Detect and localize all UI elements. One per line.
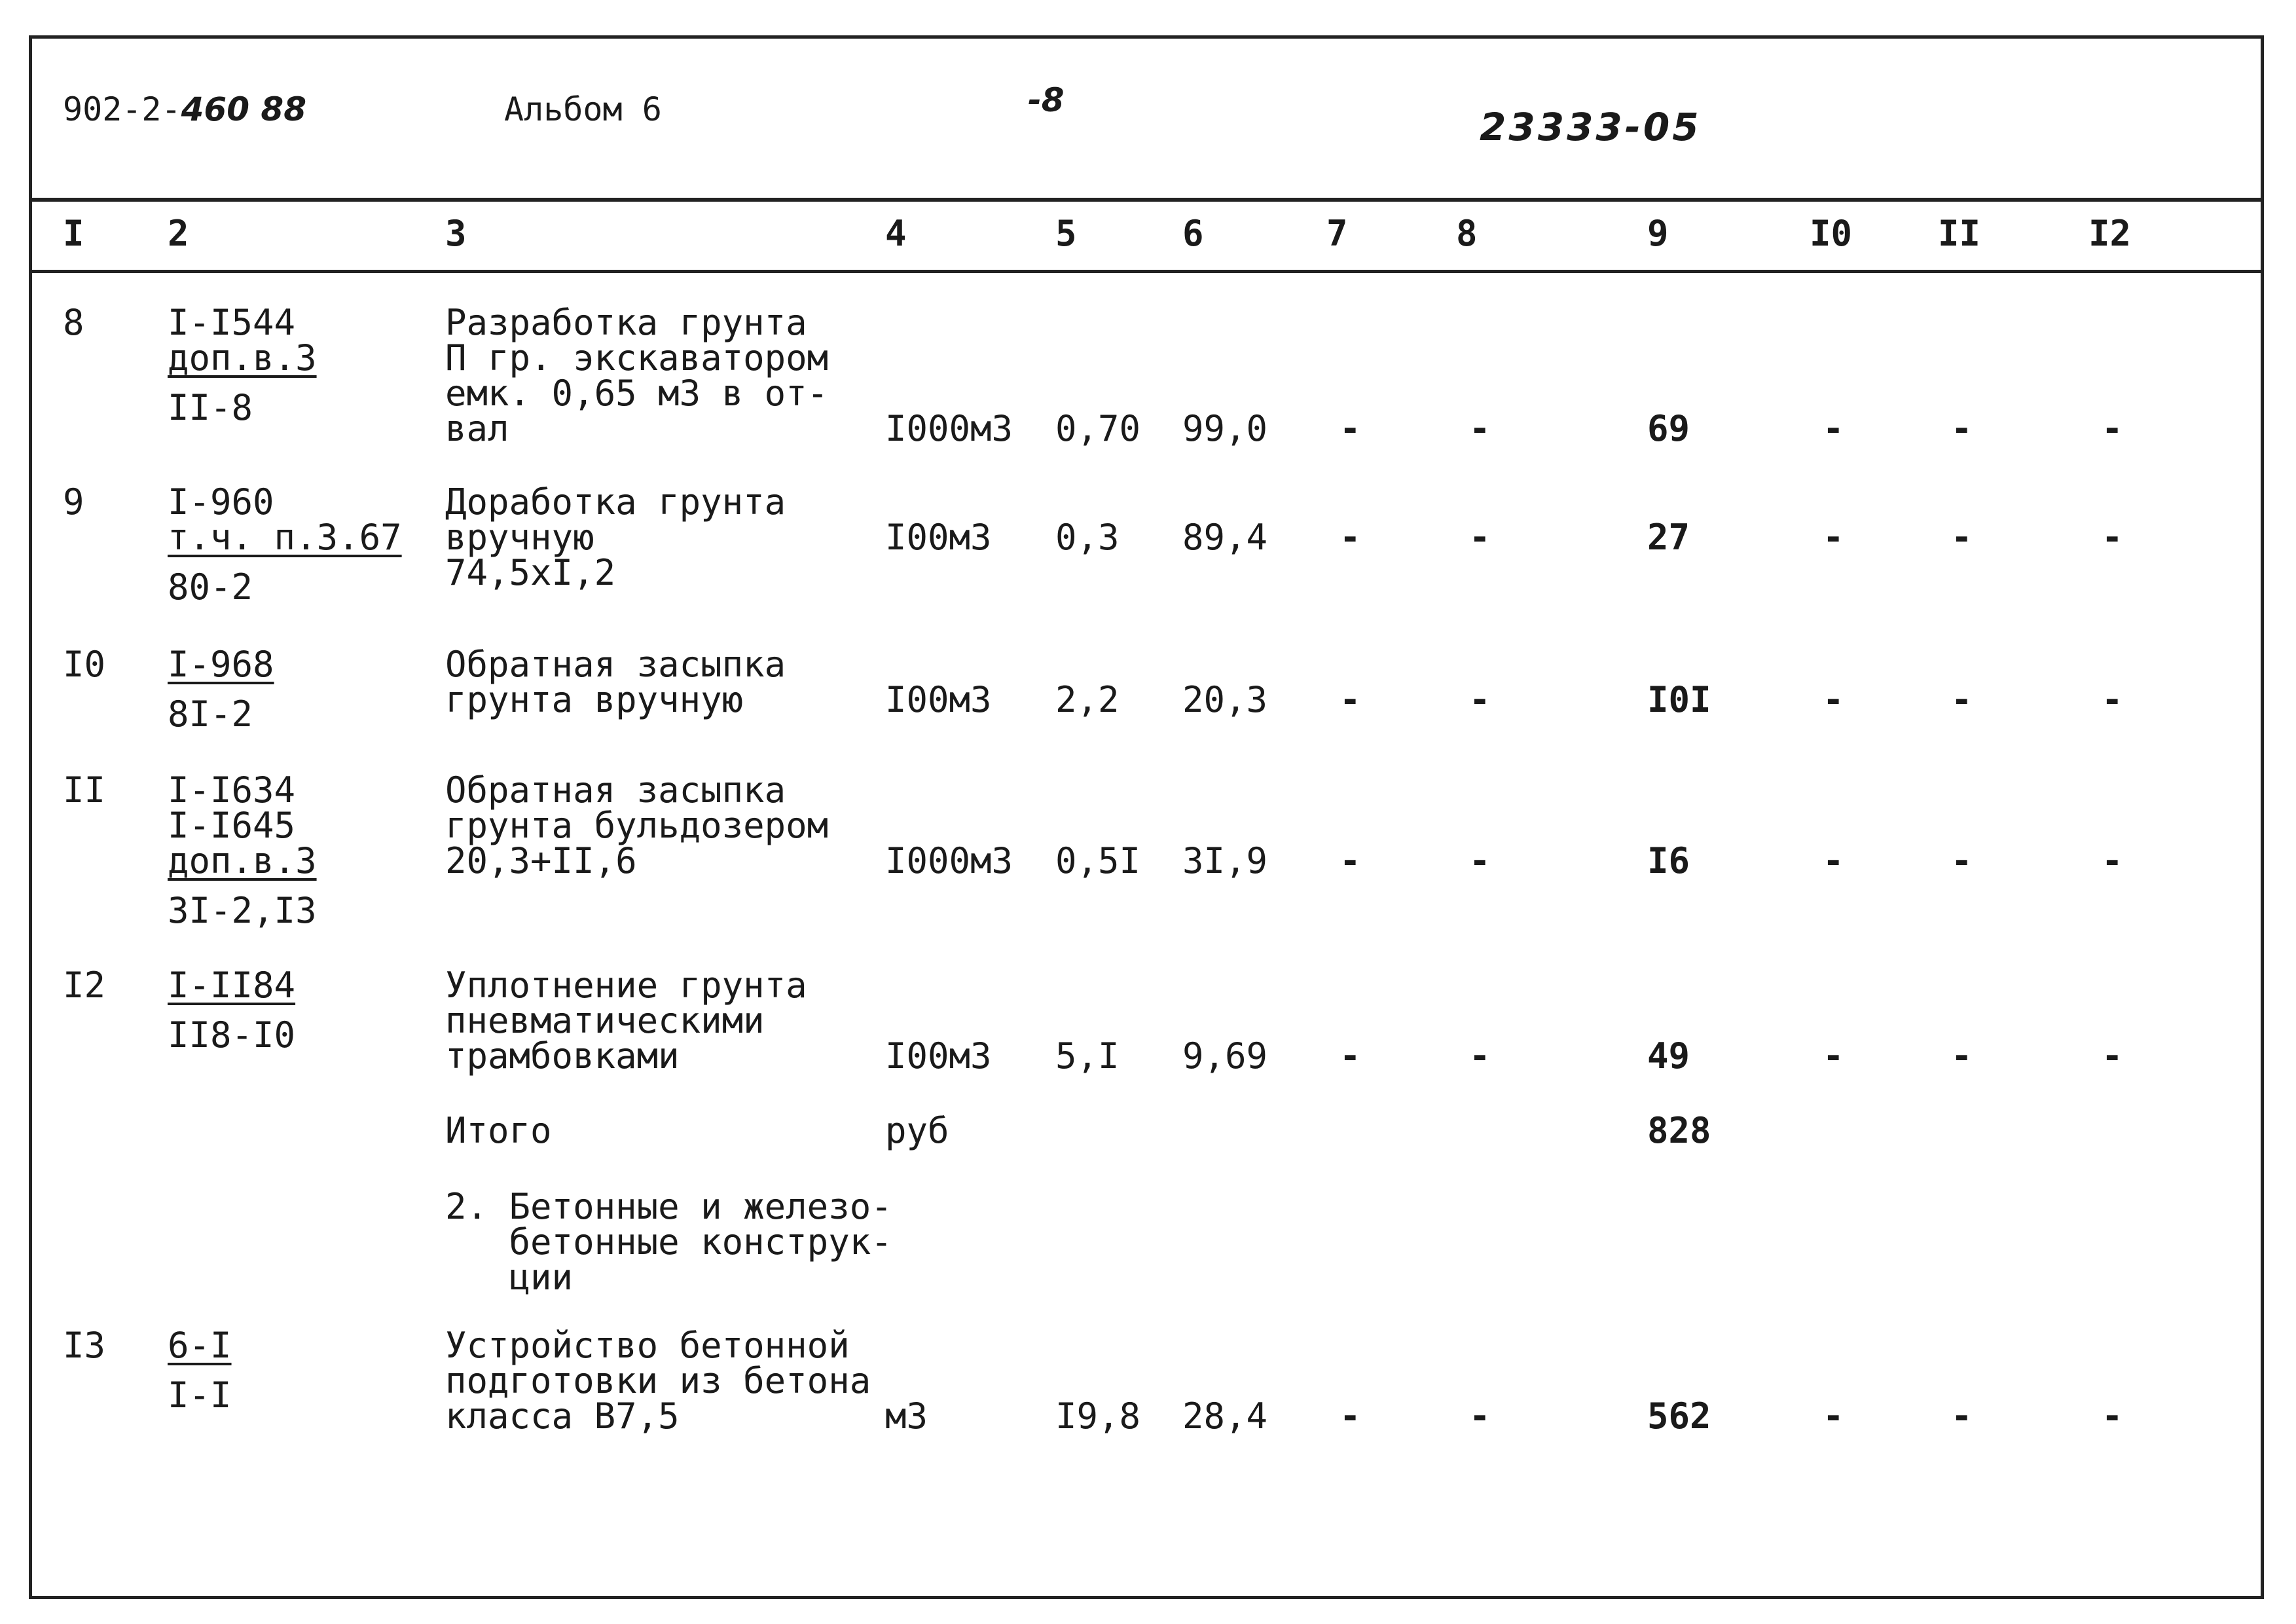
col12-cell: - [2102, 1395, 2123, 1437]
norm-reference: 3I-2,I3 [168, 890, 317, 931]
total-cost-cell: 49 [1647, 1035, 1690, 1077]
unit-price-cell: 20,3 [1182, 679, 1268, 720]
work-description: класса В7,5 [445, 1395, 680, 1437]
document-number: 23333-05 [1480, 105, 1702, 149]
unit-cell: I000м3 [885, 408, 1013, 449]
work-description: Обратная засыпка [445, 644, 786, 685]
unit-cell: I00м3 [885, 517, 992, 558]
col10-cell: - [1823, 1395, 1844, 1437]
column-header-8: 8 [1456, 213, 1478, 254]
unit-cell: I00м3 [885, 679, 992, 720]
header-bottom-rule [29, 270, 2264, 273]
work-description: вал [445, 408, 509, 449]
album-label: Альбом 6 [504, 90, 662, 128]
work-description: подготовки из бетона [445, 1360, 871, 1401]
norm-reference: I-I [168, 1375, 232, 1416]
col8-cell: - [1469, 840, 1491, 881]
norm-reference: I-I544 [168, 302, 296, 343]
doc-code-print: 902-2- [63, 90, 181, 128]
item-number: II [63, 769, 106, 811]
col8-cell: - [1469, 517, 1491, 558]
norm-reference: I-I645 [168, 805, 296, 846]
quantity-cell: I9,8 [1055, 1395, 1141, 1437]
total-cost-cell: 562 [1647, 1395, 1711, 1437]
col7-cell: - [1339, 408, 1361, 449]
work-description: бетонные конструк- [445, 1221, 892, 1263]
work-description: 74,5хI,2 [445, 552, 616, 593]
col12-cell: - [2102, 517, 2123, 558]
col8-cell: - [1469, 1395, 1491, 1437]
work-description: Устройство бетонной [445, 1325, 850, 1366]
work-description: ции [445, 1257, 574, 1298]
quantity-cell: 0,70 [1055, 408, 1141, 449]
col10-cell: - [1823, 679, 1844, 720]
col11-cell: - [1951, 1035, 1973, 1077]
work-description: грунта бульдозером [445, 805, 829, 846]
col11-cell: - [1951, 840, 1973, 881]
col7-cell: - [1339, 840, 1361, 881]
norm-reference: 80-2 [168, 566, 253, 608]
norm-reference: I-I634 [168, 769, 296, 811]
norm-reference: I-960 [168, 481, 274, 523]
column-header-7: 7 [1326, 213, 1348, 254]
norm-reference: т.ч. п.3.67 [168, 517, 402, 558]
column-header-4: 4 [885, 213, 907, 254]
norm-reference: I-II84 [168, 965, 296, 1006]
unit-price-cell: 28,4 [1182, 1395, 1268, 1437]
norm-reference: II-8 [168, 387, 253, 428]
column-header-10: I0 [1810, 213, 1853, 254]
work-description: пневматическими [445, 1000, 765, 1041]
column-header-6: 6 [1182, 213, 1204, 254]
unit-cell: м3 [885, 1395, 928, 1437]
col11-cell: - [1951, 517, 1973, 558]
norm-reference: 8I-2 [168, 693, 253, 735]
col12-cell: - [2102, 408, 2123, 449]
unit-price-cell: 3I,9 [1182, 840, 1268, 881]
unit-cell: I00м3 [885, 1035, 992, 1077]
item-number: I0 [63, 644, 106, 685]
column-header-1: I [63, 213, 84, 254]
col10-cell: - [1823, 408, 1844, 449]
col12-cell: - [2102, 840, 2123, 881]
quantity-cell: 2,2 [1055, 679, 1120, 720]
col8-cell: - [1469, 1035, 1491, 1077]
col7-cell: - [1339, 679, 1361, 720]
col8-cell: - [1469, 679, 1491, 720]
doc-code [63, 90, 306, 128]
total-cost-cell: 27 [1647, 517, 1690, 558]
quantity-cell: 0,3 [1055, 517, 1120, 558]
total-cost-cell: I0I [1647, 679, 1711, 720]
unit-price-cell: 89,4 [1182, 517, 1268, 558]
col7-cell: - [1339, 517, 1361, 558]
item-number: I2 [63, 965, 106, 1006]
norm-reference: I-968 [168, 644, 274, 685]
total-cost-cell: I6 [1647, 840, 1690, 881]
col10-cell: - [1823, 517, 1844, 558]
norm-reference: доп.в.3 [168, 337, 317, 378]
item-number: I3 [63, 1325, 106, 1366]
col11-cell: - [1951, 408, 1973, 449]
work-description: трамбовками [445, 1035, 680, 1077]
work-description: Доработка грунта [445, 481, 786, 523]
column-header-12: I2 [2088, 213, 2132, 254]
work-description: емк. 0,65 м3 в от- [445, 373, 829, 414]
work-description: грунта вручную [445, 679, 744, 720]
col11-cell: - [1951, 1395, 1973, 1437]
column-header-2: 2 [168, 213, 189, 254]
doc-code-handwritten: 460 88 [181, 90, 306, 128]
item-number: 8 [63, 302, 84, 343]
column-header-11: II [1938, 213, 1981, 254]
column-header-5: 5 [1055, 213, 1077, 254]
norm-reference: 6-I [168, 1325, 232, 1366]
column-header-3: 3 [445, 213, 467, 254]
col12-cell: - [2102, 1035, 2123, 1077]
col7-cell: - [1339, 1035, 1361, 1077]
quantity-cell: 5,I [1055, 1035, 1120, 1077]
item-number: 9 [63, 481, 84, 523]
col12-cell: - [2102, 679, 2123, 720]
work-description: вручную [445, 517, 594, 558]
header-top-rule [29, 198, 2264, 202]
work-description: Итого [445, 1110, 552, 1151]
norm-reference: доп.в.3 [168, 840, 317, 881]
col7-cell: - [1339, 1395, 1361, 1437]
work-description: Обратная засыпка [445, 769, 786, 811]
unit-cell: руб [885, 1110, 949, 1151]
page-number: -8 [1028, 81, 1065, 119]
work-description: Уплотнение грунта [445, 965, 807, 1006]
column-header-9: 9 [1647, 213, 1669, 254]
col10-cell: - [1823, 1035, 1844, 1077]
norm-reference: II8-I0 [168, 1014, 296, 1056]
col11-cell: - [1951, 679, 1973, 720]
total-cost-cell: 828 [1647, 1110, 1711, 1151]
work-description: П гр. экскаватором [445, 337, 829, 378]
unit-price-cell: 99,0 [1182, 408, 1268, 449]
unit-cell: I000м3 [885, 840, 1013, 881]
work-description: Разработка грунта [445, 302, 807, 343]
col10-cell: - [1823, 840, 1844, 881]
work-description: 2. Бетонные и железо- [445, 1186, 892, 1227]
total-cost-cell: 69 [1647, 408, 1690, 449]
unit-price-cell: 9,69 [1182, 1035, 1268, 1077]
work-description: 20,3+II,6 [445, 840, 637, 881]
quantity-cell: 0,5I [1055, 840, 1141, 881]
col8-cell: - [1469, 408, 1491, 449]
